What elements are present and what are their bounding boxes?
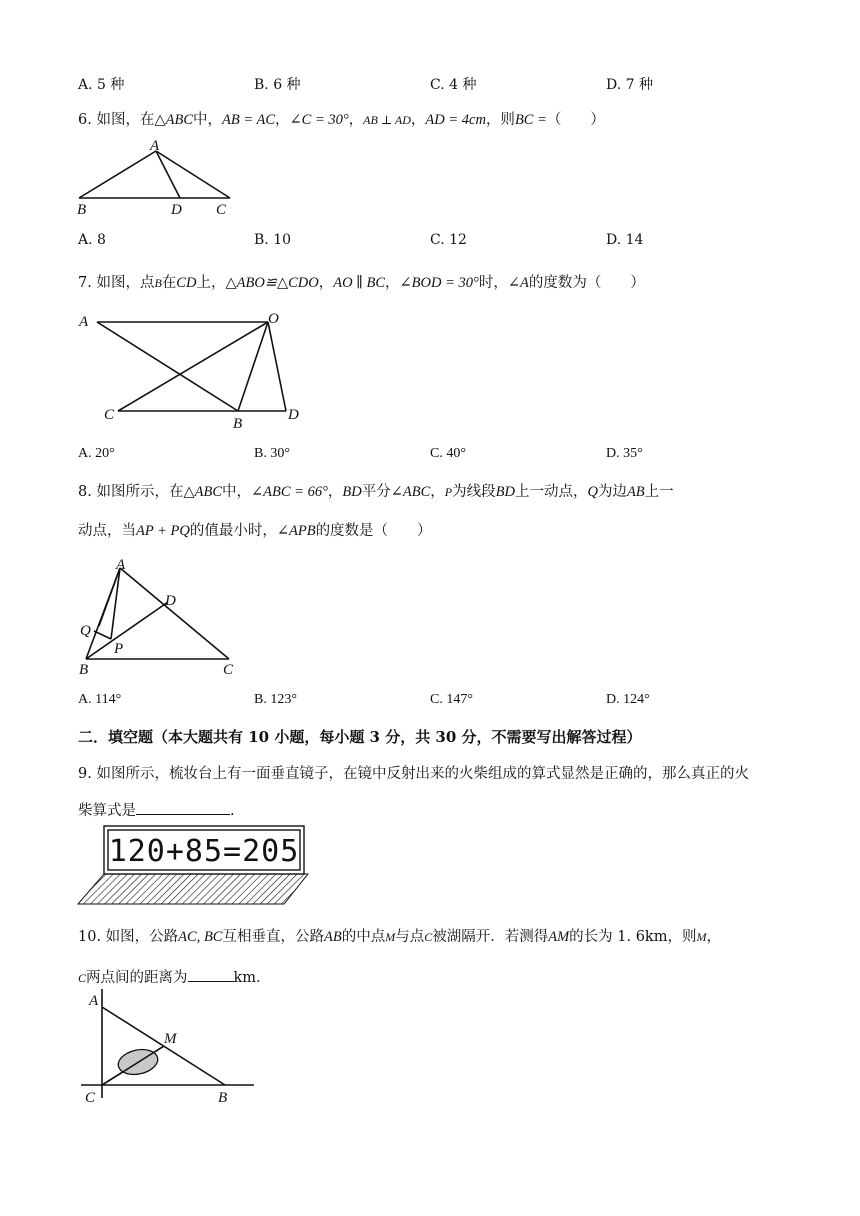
q8-label-a: A [116,557,126,573]
q6-question [78,108,605,129]
q10-text-2: 的中点 [341,929,386,945]
q8-question-line-2 [78,519,432,540]
q10-number: 10. 如图，公路 [78,929,179,945]
q7-text-2: 上， [196,275,226,291]
q7-figure [70,305,310,435]
q8-question-line-1 [78,480,674,501]
q5-option-b: B. 6 种 [254,77,301,93]
q10-text-3: 与点 [395,929,425,945]
q10-text-4: 被湖隔开．若测得 [432,929,549,945]
q8-text-9: 动点，当 [78,523,136,539]
q7-angle-a: ∠A [507,275,529,291]
q8-option-c: C. 147° [430,692,473,707]
q10-ab: AB [323,929,342,945]
q8-options [78,692,798,712]
q10-label-m: M [164,1031,177,1047]
q8-sum: AP + PQ [136,523,190,539]
q9-text-2: . [230,803,235,819]
q7-question [78,271,645,292]
q6-number: 6. 如图，在 [78,112,155,128]
q8-p: P [444,485,453,499]
q7-label-o: O [268,311,279,327]
q7-option-a: A. 20° [78,446,115,461]
q9-answer-blank[interactable] [136,800,230,815]
q10-text-5: 的长为 1. 6km，则 [569,929,697,945]
q6-triangle: △ABC [154,112,193,128]
q7-text-3: ， [318,275,334,291]
q8-text-4: ， [430,484,445,500]
q7-angle: ∠BOD = 30° [399,275,479,291]
q10-c: C [424,930,433,944]
q7-point-b: B [154,276,162,290]
q8-q: Q [587,484,598,500]
q10-figure [78,988,263,1110]
q8-label-p: P [114,641,124,657]
q10-label-c: C [85,1090,96,1106]
section-2-heading: 二．填空题（本大题共有 10 小题，每小题 3 分，共 30 分，不需要写出解答过程） [78,728,642,746]
q9-figure-mirror [78,824,310,906]
q8-label-c: C [223,662,234,678]
q6-label-c: C [216,202,227,218]
q7-option-d: D. 35° [606,446,643,461]
q6-options [78,232,798,252]
q10-label-a: A [89,993,99,1009]
q8-angle: ∠ABC = 66° [251,484,328,500]
q6-cond-1: AB = AC [222,112,276,128]
q7-label-b: B [233,416,243,432]
q6-text-5: ，则 [485,112,515,128]
q8-text-2: ， [327,484,343,500]
q6-text-2: ， [275,112,290,128]
q8-label-d: D [165,593,176,609]
q9-matchstick-equation: 120+85=205 [108,834,300,869]
q6-cond-3: AB ⊥ AD [363,113,411,127]
q8-ab: AB [626,484,645,500]
q8-triangle: △ABC [183,484,222,500]
q6-option-c: C. 12 [430,232,467,248]
q6-text-3: ， [348,112,364,128]
q7-label-d: D [288,407,299,423]
q6-option-a: A. 8 [78,232,106,248]
q6-label-b: B [77,202,87,218]
q8-text-7: 为边 [597,484,627,500]
q8-text-8: 上一 [644,484,674,500]
q8-text-6: 上一动点， [514,484,588,500]
q7-options [78,446,798,466]
q10-text-1: 互相垂直，公路 [222,929,324,945]
q5-option-d: D. 7 种 [606,77,653,93]
q10-c-2: C [78,971,87,985]
q10-text-7: 两点间的距离为 [86,970,188,986]
q6-ask: BC = [514,112,547,128]
q10-roads: AC, BC [178,929,223,945]
q6-text-1: 中， [193,112,222,128]
q8-bd-2: BD [495,484,515,500]
q8-text-11: 的度数是（ ） [315,523,432,539]
q7-label-a: A [79,314,89,330]
q8-figure [70,553,250,678]
q8-option-b: B. 123° [254,692,297,707]
q8-bd: BD [342,484,362,500]
q6-option-b: B. 10 [254,232,292,248]
q8-option-d: D. 124° [606,692,650,707]
q7-text-6: 的度数为（ ） [528,275,645,291]
q10-m: M [385,930,396,944]
q5-option-a: A. 5 种 [78,77,125,93]
q7-option-c: C. 40° [430,446,466,461]
q5-options [78,74,798,94]
q10-label-b: B [218,1090,228,1106]
q6-label-d: D [171,202,182,218]
q7-option-b: B. 30° [254,446,290,461]
q8-option-a: A. 114° [78,692,122,707]
q8-number: 8. 如图所示，在 [78,484,184,500]
q10-text-8: km． [233,970,271,986]
q7-text-4: ， [385,275,400,291]
q6-figure [70,135,250,225]
q6-label-a: A [150,138,160,154]
q8-text-1: 中， [222,484,251,500]
q6-text-4: ， [410,112,426,128]
q9-text-1: 柴算式是 [78,803,136,819]
q9-question-line-1: 9. 如图所示，梳妆台上有一面垂直镜子，在镜中反射出来的火柴组成的算式显然是正确的，那么真正的火 [78,766,749,782]
q6-option-d: D. 14 [606,232,644,248]
q8-abc: ∠ABC [390,484,431,500]
q7-parallel: AO ∥ BC [333,275,386,291]
q10-m-2: M [696,930,707,944]
q5-option-c: C. 4 种 [430,77,477,93]
q6-answer-paren: （ ） [546,112,605,128]
q8-label-q: Q [80,623,91,639]
q8-label-b: B [79,662,89,678]
q7-segment: CD [176,275,197,291]
q7-number: 7. 如图，点 [78,275,155,291]
q9-question-line-2 [78,799,235,820]
q7-congruence: △ABO≌△CDO [225,275,319,291]
q8-text-5: 为线段 [452,484,496,500]
q6-cond-4: AD = 4cm [425,112,486,128]
q6-cond-2: ∠C = 30° [289,112,349,128]
q10-am: AM [548,929,570,945]
q7-text-5: 时， [478,275,508,291]
q10-answer-blank[interactable] [188,967,234,982]
q7-text-1: 在 [161,275,177,291]
q10-question-line-2 [78,966,271,987]
q8-text-10: 的值最小时， [189,523,277,539]
q7-label-c: C [104,407,115,423]
q8-apb: ∠APB [276,523,316,539]
q10-question-line-1 [78,925,721,946]
q8-text-3: 平分 [361,484,391,500]
q10-text-6: ， [706,929,721,945]
